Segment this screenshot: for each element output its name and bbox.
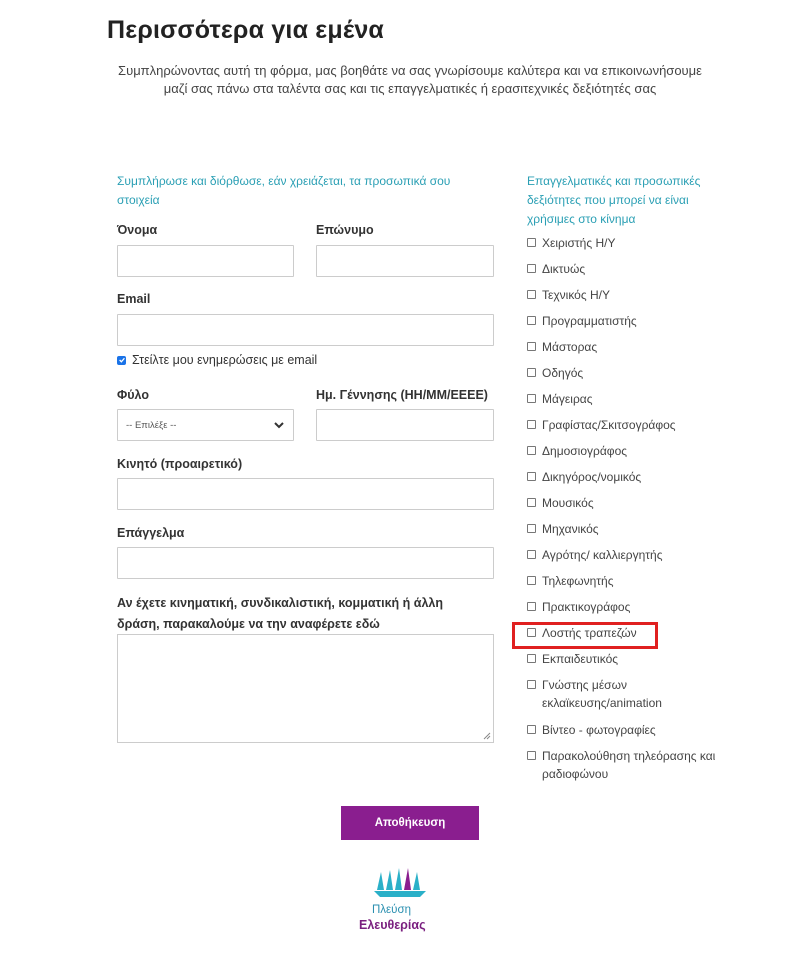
skill-checkbox[interactable] <box>527 342 536 351</box>
last-name-input[interactable] <box>316 245 494 277</box>
skill-label: Βίντεο - φωτογραφίες <box>542 723 656 737</box>
activism-textarea[interactable] <box>117 634 494 743</box>
skill-item[interactable] <box>527 442 717 468</box>
notify-label: Στείλτε μου ενημερώσεις με email <box>132 353 318 367</box>
skill-item[interactable] <box>527 650 717 676</box>
sailboat-logo-icon <box>372 862 432 902</box>
skill-label: Δημοσιογράφος <box>542 444 628 458</box>
skill-label: Μουσικός <box>542 496 594 510</box>
profession-label: Επάγγελμα <box>117 526 185 540</box>
skill-label: Μηχανικός <box>542 522 599 536</box>
email-input[interactable] <box>117 314 494 346</box>
skill-checkbox[interactable] <box>527 751 536 760</box>
gender-selected-value: -- Επιλέξε -- <box>126 419 177 431</box>
skill-checkbox[interactable] <box>527 550 536 559</box>
skill-item[interactable] <box>527 747 717 787</box>
skill-label: Τεχνικός Η/Υ <box>542 288 610 302</box>
skill-checkbox[interactable] <box>527 524 536 533</box>
skill-item[interactable] <box>527 520 717 546</box>
mobile-input[interactable] <box>117 478 494 510</box>
skill-checkbox[interactable] <box>527 472 536 481</box>
skill-item[interactable] <box>527 572 717 598</box>
skill-label: Χειριστής Η/Υ <box>542 236 616 250</box>
skill-item[interactable] <box>527 598 717 624</box>
skill-label: Δικηγόρος/νομικός <box>542 470 642 484</box>
logo-text-line2: Ελευθερίας <box>359 918 426 932</box>
skill-checkbox[interactable] <box>527 654 536 663</box>
save-button[interactable]: Αποθήκευση <box>341 806 479 840</box>
skill-item[interactable] <box>527 494 717 520</box>
skill-checkbox[interactable] <box>527 680 536 689</box>
skill-item[interactable] <box>527 234 717 260</box>
highlight-box <box>512 622 658 649</box>
skills-hint: Επαγγελματικές και προσωπικές δεξιότητες που μπορεί να είναι χρήσιμες στο κίνημα <box>527 174 701 226</box>
skill-item[interactable] <box>527 546 717 572</box>
skill-checkbox[interactable] <box>527 576 536 585</box>
birthdate-input[interactable] <box>316 409 494 441</box>
first-name-label: Όνομα <box>117 223 158 237</box>
check-icon <box>118 356 126 364</box>
skill-label: Αγρότης/ καλλιεργητής <box>542 548 663 562</box>
skill-label: Τηλεφωνητής <box>542 574 614 588</box>
skills-list <box>527 234 717 787</box>
birthdate-label: Ημ. Γέννησης (ΗΗ/ΜΜ/ΕΕΕΕ) <box>316 388 488 402</box>
email-label: Email <box>117 292 151 306</box>
skill-label: Μάγειρας <box>542 392 593 406</box>
skill-checkbox[interactable] <box>527 264 536 273</box>
activism-label: Αν έχετε κινηματική, συνδικαλιστική, κομματική ή άλλη δράση, παρακαλούμε να την αναφέρετε εδώ <box>117 596 443 631</box>
skill-checkbox[interactable] <box>527 238 536 247</box>
gender-select[interactable] <box>117 409 294 441</box>
last-name-label: Επώνυμο <box>316 223 374 237</box>
skill-item[interactable] <box>527 721 717 747</box>
skill-checkbox[interactable] <box>527 290 536 299</box>
skill-item[interactable] <box>527 312 717 338</box>
page-title: Περισσότερα για εμένα <box>107 16 384 44</box>
mobile-label: Κινητό (προαιρετικό) <box>117 457 243 471</box>
resize-handle-icon[interactable] <box>483 732 491 740</box>
skill-label: Προγραμματιστής <box>542 314 637 328</box>
skill-item[interactable] <box>527 364 717 390</box>
skill-checkbox[interactable] <box>527 316 536 325</box>
skill-item[interactable] <box>527 286 717 312</box>
skill-checkbox[interactable] <box>527 498 536 507</box>
profession-input[interactable] <box>117 547 494 579</box>
skill-label: Λοστής τραπεζών <box>542 626 637 640</box>
notify-checkbox[interactable] <box>117 356 126 365</box>
skill-label: Δικτυώς <box>542 262 586 276</box>
skill-checkbox[interactable] <box>527 394 536 403</box>
skill-label: Γραφίστας/Σκιτσογράφος <box>542 418 676 432</box>
skill-item[interactable] <box>527 416 717 442</box>
skill-item[interactable] <box>527 260 717 286</box>
skill-item[interactable] <box>527 390 717 416</box>
chevron-down-icon <box>273 419 285 431</box>
skill-checkbox[interactable] <box>527 725 536 734</box>
skill-label: Πρακτικογράφος <box>542 600 631 614</box>
skill-label: Παρακολούθηση τηλεόρασης και ραδιοφώνου <box>542 749 716 781</box>
skill-item[interactable] <box>527 338 717 364</box>
skill-label: Εκπαιδευτικός <box>542 652 619 666</box>
skill-label: Γνώστης μέσων εκλαϊκευσης/animation <box>542 678 662 710</box>
skill-item[interactable] <box>527 468 717 494</box>
gender-label: Φύλο <box>117 388 149 402</box>
skill-checkbox[interactable] <box>527 368 536 377</box>
first-name-input[interactable] <box>117 245 294 277</box>
skill-checkbox[interactable] <box>527 446 536 455</box>
skill-checkbox[interactable] <box>527 602 536 611</box>
notify-option[interactable] <box>117 353 317 367</box>
skill-item[interactable] <box>527 676 717 721</box>
skill-label: Οδηγός <box>542 366 584 380</box>
intro-text: Συμπληρώνοντας αυτή τη φόρμα, μας βοηθάτε να σας γνωρίσουμε καλύτερα και να επικοινωνήσουμε μαζί σας πάνω στα ταλέντα σας και τις επαγγελματικές ή ερασιτεχνικές δεξιότητές σας <box>118 63 702 96</box>
skill-label: Μάστορας <box>542 340 598 354</box>
personal-info-hint: Συμπλήρωσε και διόρθωσε, εάν χρειάζεται, τα προσωπικά σου στοιχεία <box>117 174 451 207</box>
logo-text-line1: Πλεύση <box>372 904 411 916</box>
skill-checkbox[interactable] <box>527 420 536 429</box>
